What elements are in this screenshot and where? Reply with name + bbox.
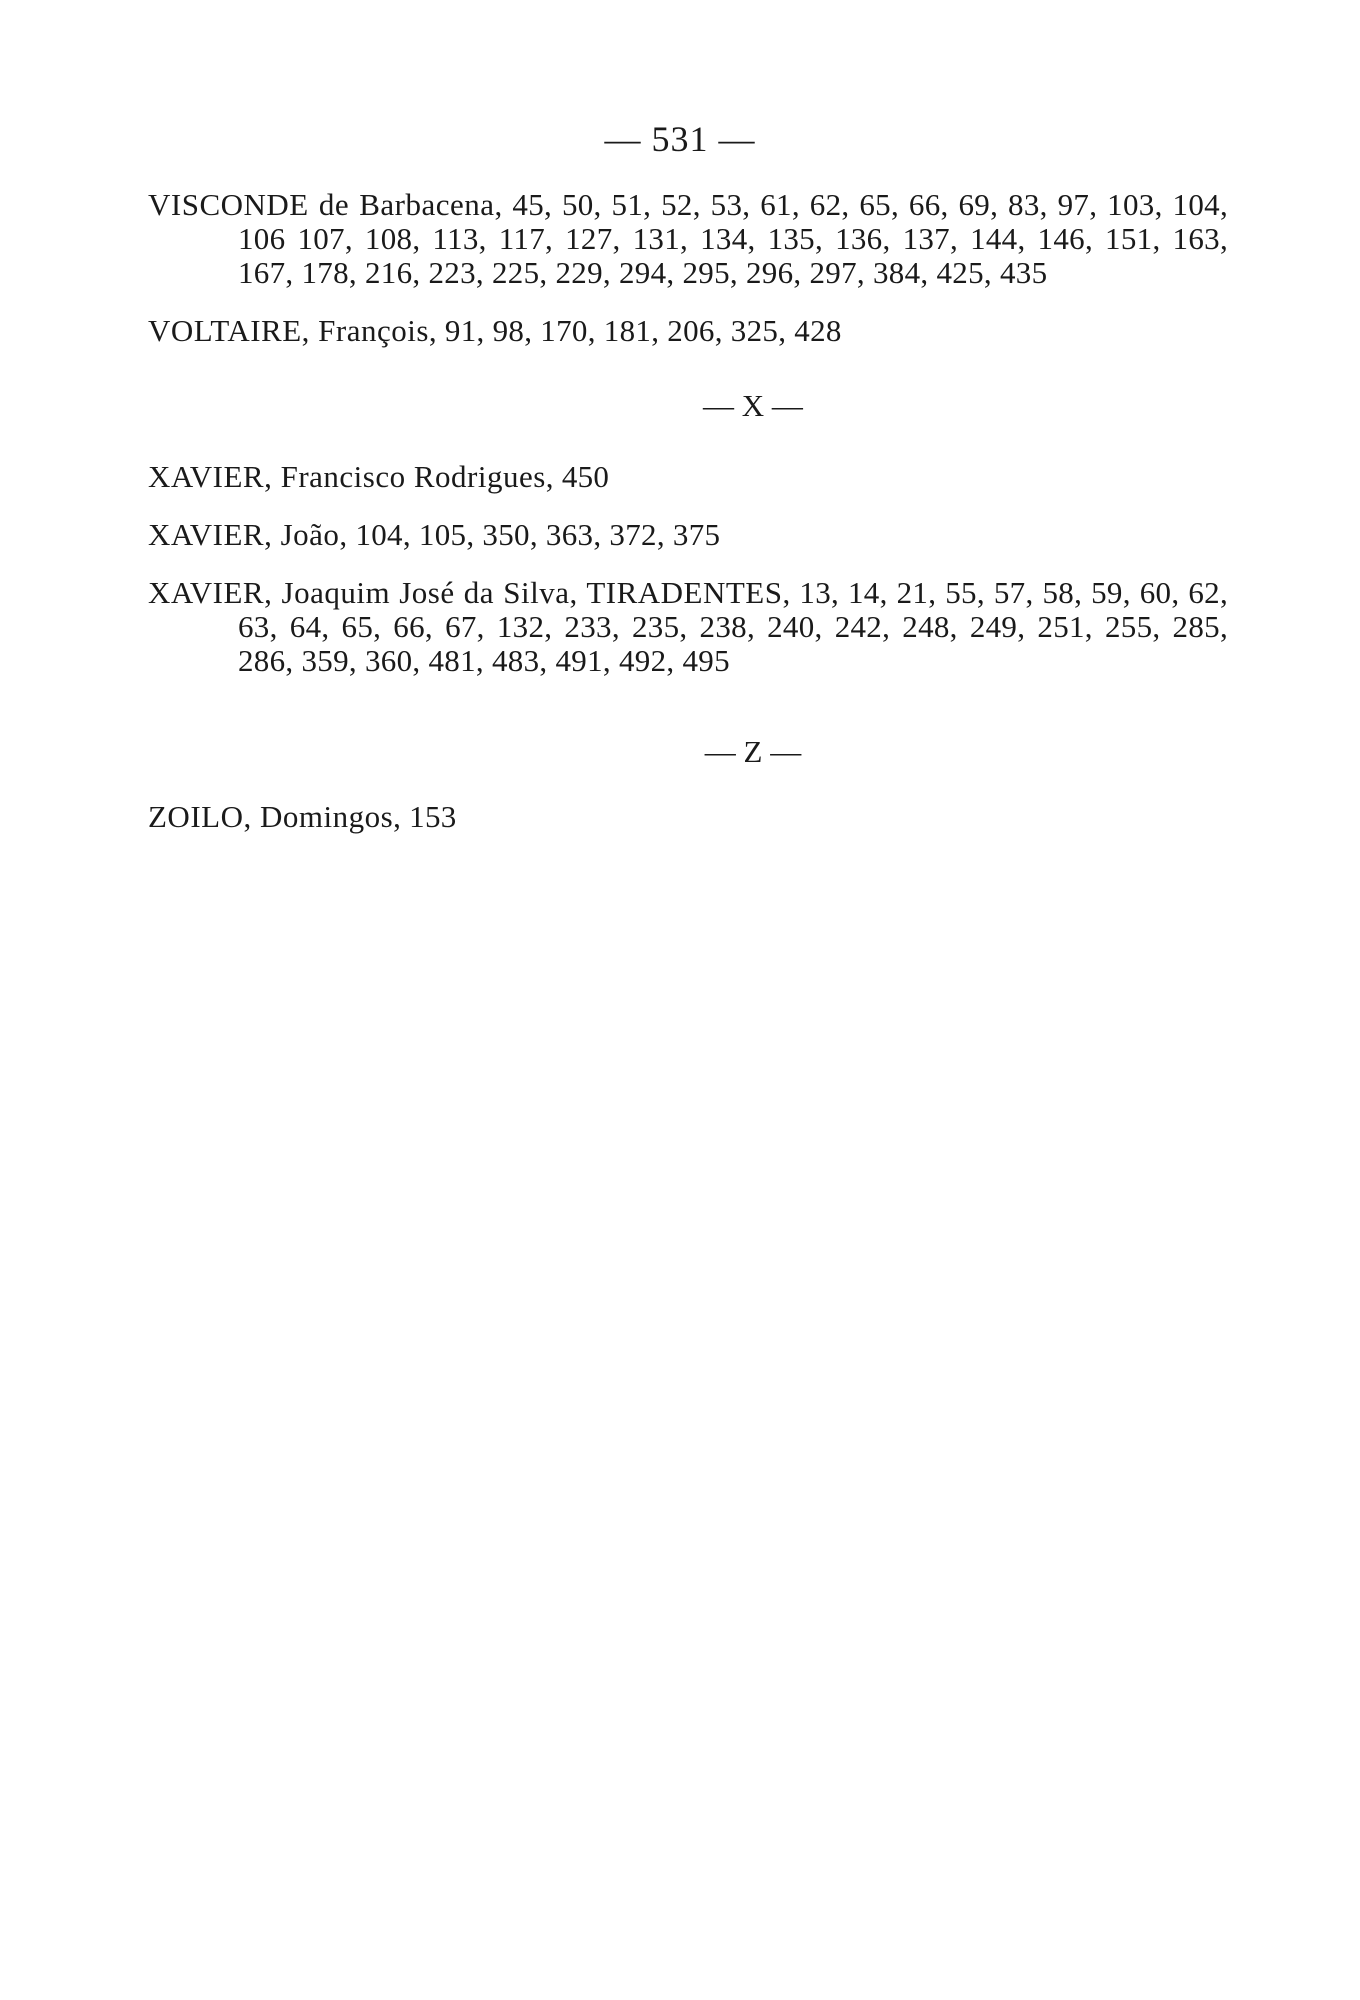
entry-name: XAVIER, Francisco Rodrigues, [148,459,555,494]
index-entry [148,576,1228,678]
section-letter-x: — X — [703,388,803,423]
section-letter-z: — Z — [704,734,802,769]
entry-pages: 104, 105, 350, 363, 372, 375 [355,517,721,552]
entry-pages: 13, 14, 21, 55, 57, 58, 59, 60, 62, 63, 64, 65, 66, 67, 132, 233, 235, 238, 240, 242, 248, 249, 251, 255, 285, 286, 359, 360, 481, 483, 491, 492, 495 [238,575,1229,678]
index-entry [148,188,1228,290]
entry-pages: 45, 50, 51, 52, 53, 61, 62, 65, 66, 69, 83, 97, 103, 104, 106 107, 108, 113, 117, 127, 131, 134, 135, 136, 137, 144, 146, 151, 163, 167, 178, 216, 223, 225, 229, 294, 295, 296, 297, 384, 425, 435 [238,187,1229,290]
index-entry [148,518,1228,552]
index-entry [148,314,1228,348]
index-entry [148,460,1228,494]
index-entries [148,188,1228,834]
entry-name: VOLTAIRE, François, [148,313,438,348]
entry-name: XAVIER, João, [148,517,348,552]
entry-pages: 91, 98, 170, 181, 206, 325, 428 [444,313,842,348]
entry-name: XAVIER, Joaquim José da Silva, TIRADENTES, [148,575,791,610]
entry-pages: 153 [409,799,457,834]
page-number: — 531 — [604,119,756,159]
index-entry [148,800,1228,834]
entry-pages: 450 [561,459,610,494]
entry-name: VISCONDE de Barbacena, [148,187,503,222]
entry-name: ZOILO, Domingos, [148,799,402,834]
